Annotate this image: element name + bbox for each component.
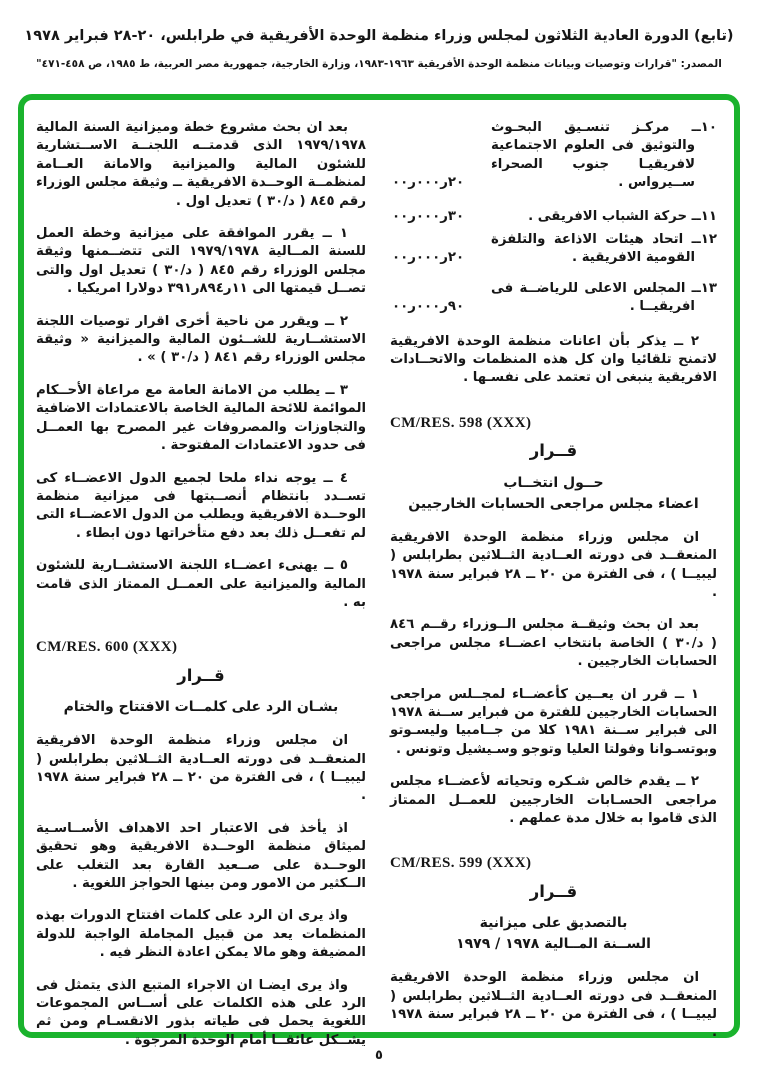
budget-item-label: ١٣ــ المجلس الاعلى للرياضــة فى افريقيــا .	[491, 280, 717, 315]
resolution-heading: قــرار	[529, 441, 578, 461]
column-right	[390, 119, 717, 1057]
budget-items-list	[390, 119, 717, 317]
budget-item	[390, 208, 717, 226]
resolution-heading: قــرار	[177, 665, 225, 685]
budget-item	[390, 280, 717, 317]
resolution-subject-line: اعضاء مجلس مراجعى الحسابات الخارجيين	[408, 495, 699, 512]
paragraph: ان مجلس وزراء منظمة الوحدة الافريقية المنعقــد فى دورته العــادية الثــلاثين بطرابلس ( ليبيــا ) ، فى الفترة من ٢٠ ــ ٢٨ فبراير سنة ١٩٧٨ .	[390, 970, 717, 1041]
paragraph: ان مجلس وزراء منظمة الوحدة الافريقية المنعقــد فى دورته العــادية الثــلاثين بطرابلس ( ليبيــا ) ، فى الفترة من ٢٠ ــ ٢٨ فبراير سنة ١٩٧٨ .	[390, 529, 717, 600]
paragraph: ٢ ــ يقدم خالص شـكره وتحياته لأعضــاء مجلس مراجعى الحسـابات الخارجيين للعمــل الممتاز الذى قاموا به خلال مدة عملهم .	[390, 774, 717, 826]
paragraph-grants-note: ٢ ــ يذكر بأن اعانات منظمة الوحدة الافريقية لاتمنح تلقائيا وان كل هذه المنظمات والاتحــادات الافريقية ينبغى ان تعتمد على نفسـها .	[390, 333, 717, 386]
resolution-subject-line: بالتصديق على ميزانية	[479, 915, 628, 932]
resolution-subject	[36, 697, 366, 718]
budget-item-label: ١٢ــ اتحاد هيئات الاذاعة والتلفزة القومية الافريقية .	[491, 232, 717, 266]
paragraph: ٣ ــ يطلب من الامانة العامة مع مراعاة الأحــكام الموائمة للائحة المالية الخاصة بالاعتمادات الاضافية والتجاوزات والمصروفات غير المصرح بها العمــل فى حدود الاعتمادات المفتوحة .	[36, 382, 366, 454]
budget-item-amount: ٢٠ر٠٠٠ر٠٠	[392, 250, 465, 266]
paragraph: ٢ ــ ويقرر من ناحية أخرى اقرار توصيات اللجنة الاستشــارية للشــئون المالية والميزانية « وثيقة مجلس الوزراء رقم ٨٤١ ( د/٣٠ ) » .	[36, 313, 366, 366]
paragraph: ٥ ــ يهنىء اعضــاء اللجنة الاستشــارية للشئون المالية والميزانية على العمــل الممتاز الذى قامت به .	[36, 558, 366, 610]
resolution-subject-line: الســنة المــالية ١٩٧٨ / ١٩٧٩	[456, 936, 651, 953]
page-title: (تابع) الدورة العادية الثلاثون لمجلس وزراء منظمة الوحدة الأفريقية في طرابلس، ٢٠-٢٨ فبراير ١٩٧٨	[24, 28, 734, 44]
paragraph: واذ يرى ان الرد على كلمات افتتاح الدورات بهذه المنظمات يعد من قبيل المجاملة الواجبة للدولة المضيفة وهو مالا يمكن اعادة النظر فيه .	[36, 908, 366, 961]
budget-item-amount: ٢٠ر٠٠٠ر٠٠	[392, 175, 465, 191]
paragraph: ان مجلس وزراء منظمة الوحدة الافريقية المنعقــد فى دورته العــادية الثــلاثين بطرابلس ( ليبيــا ) ، فى الفترة من ٢٠ ــ ٢٨ فبراير سنة ١٩٧٨ .	[36, 733, 366, 804]
resolution-subject	[390, 913, 717, 955]
source-line: المصدر: "قرارات وتوصيات وبيانات منظمة الوحدة الأفريقية ١٩٦٣-١٩٨٣، وزارة الخارجية، جمهورية مصر العربية، ط ١٩٨٥، ص ٤٥٨-٤٧١"	[36, 58, 722, 70]
budget-item-label: ١١ــ حركة الشباب الافريقى .	[528, 208, 717, 224]
resolution-subject-line: بشـان الرد على كلمــات الافتتاح والختام	[63, 699, 339, 716]
resolution-number-599: CM/RES. 599 (XXX)	[390, 855, 532, 872]
resolution-heading: قــرار	[529, 881, 578, 901]
budget-item-amount: ٣٠ر٠٠٠ر٠٠	[392, 208, 465, 224]
resolution-subject-line: حــول انتخــاب	[503, 474, 604, 491]
resolution-number-600: CM/RES. 600 (XXX)	[36, 639, 178, 656]
paragraph: بعد ان بحث وثيقــة مجلس الــوزراء رقــم ٨٤٦ ( د/٣٠ ) الخاصة بانتخاب اعضــاء مجلس مراجعى الحسابات الخارجيين .	[390, 617, 717, 670]
resolution-subject	[390, 473, 717, 515]
paragraph: بعد ان بحث مشروع خطة وميزانية السنة المالية ١٩٧٩/١٩٧٨ الذى قدمتــه اللجنــة الاســتشارية للشئون المالية والميزانية والامانة العــامة لمنظمــة الوحــدة الافريقية ــ وثيقة مجلس الوزراء رقم ٨٤٥ ( د/٣٠ ) تعديل اول .	[36, 120, 366, 209]
budget-item-amount: ٩٠ر٠٠٠ر٠٠	[392, 299, 465, 315]
budget-item	[390, 119, 717, 193]
paragraph: ١ ــ يقرر الموافقة على ميزانية وخطة العمل للسنة المــالية ١٩٧٩/١٩٧٨ التى تتضــمنها وثيقة مجلس الوزراء رقم ٨٤٥ ( د/٣٠ ) تعديل اول والتى تصــل قيمتها الى ١١ر٨٩٤ر٣٩١ دولارا امريكيا .	[36, 226, 367, 297]
paragraph: اذ يأخذ فى الاعتبار احد الاهداف الأســاسـية لميثاق منظمة الوحــدة الافريقية وهو تحقيق الوحــدة على صــعيد القارة بعد التغلب على الــكثير من الامور ومن بينها الحواجز اللغوية .	[36, 820, 366, 891]
resolution-number-598: CM/RES. 598 (XXX)	[390, 414, 532, 431]
column-left	[36, 119, 366, 1064]
budget-item-label: ١٠ــ مركـز تنسـيق البحـوث والتوثيق فى العلوم الاجتماعية لافريقيـا جنوب الصحراء ســيرواس .	[491, 120, 717, 191]
paragraph: واذ يرى ايضـا ان الاجراء المتبع الذى يتمثل فى الرد على هذه الكلمات على أســاس المجموعات اللغوية يحمل فى طياته بذور الانقسـام ومن ثم يشــكل عائقــا أمام الوحدة المرجوة .	[36, 977, 366, 1048]
paragraph: ٤ ــ يوجه نداء ملحا لجميع الدول الاعضــاء كى تســدد بانتظام أنصــبتها فى ميزانية منظمة الوحــدة الافريقية ويطلب من الدول الاعضــاء التى لم تفعــل ذلك بعد دفع متأخراتها دون ابطاء .	[36, 470, 366, 541]
paragraph: ١ ــ قرر ان يعــين كأعضــاء لمجــلس مراجعى الحسابات الخارجيين للفترة من فبراير ســنة ١٩٧٨ الى فبراير ســنة ١٩٨١ كلا من جــامبيا وليسـوتو وبوتسـوانا وفولتا العليا وتوجو وسـيشيل وتونس .	[390, 686, 717, 757]
budget-item	[390, 231, 717, 268]
page-number: ٥	[375, 1048, 383, 1063]
